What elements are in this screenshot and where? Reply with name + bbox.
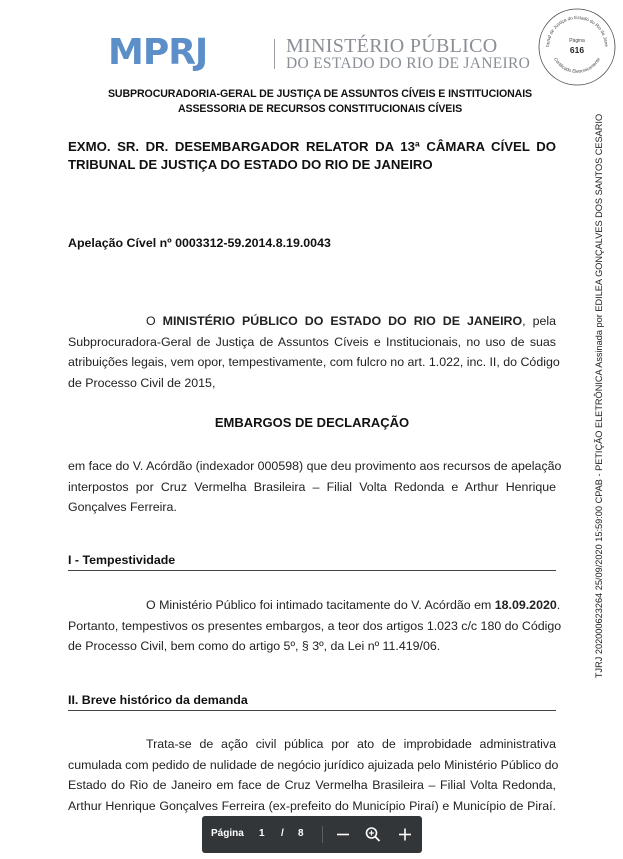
section-1-text: . bbox=[556, 598, 561, 612]
section-1-paragraph bbox=[68, 595, 562, 657]
stamp-arc-bottom: Certificado Eletronicamente bbox=[552, 56, 602, 74]
intro-line-2: Subprocuradora-Geral de Justiça de Assuntos Cíveis e Institucionais, no uso de suas bbox=[68, 334, 556, 349]
logo-divider bbox=[274, 39, 275, 69]
intimation-date: 18.09.2020 bbox=[494, 598, 557, 612]
header-line-2: ASSESSORIA DE RECURSOS CONSTITUCIONAIS CÍVEIS bbox=[177, 103, 463, 115]
embargos-title: EMBARGOS DE DECLARAÇÃO bbox=[214, 415, 410, 430]
intro-line-4: de Processo Civil de 2015, bbox=[68, 375, 216, 390]
logo-subtitle: DO ESTADO DO RIO DE JANEIRO bbox=[286, 55, 531, 72]
section-1-line-3: de Processo Civil, bem como do artigo 5º, § 3º, da Lei nº 11.419/06. bbox=[68, 639, 441, 653]
intro-text: O bbox=[146, 314, 163, 328]
intro-text: , pela bbox=[522, 314, 557, 328]
intro-entity-name: MINISTÉRIO PÚBLICO DO ESTADO DO RIO DE JANEIRO bbox=[162, 314, 523, 328]
total-pages: 8 bbox=[298, 828, 304, 839]
stamp-arc-top: bunal de Justiça do Estado do Rio de Jane bbox=[544, 14, 610, 48]
section-2-line-1: Trata-se de ação civil pública por ato de improbidade administrativa bbox=[146, 737, 556, 751]
pdf-toolbar bbox=[202, 816, 422, 853]
face-line-3: Gonçalves Ferreira. bbox=[68, 500, 177, 514]
zoom-reset-icon bbox=[362, 824, 384, 845]
intro-paragraph bbox=[68, 311, 560, 393]
page-label: Página bbox=[211, 828, 244, 839]
zoom-out-icon bbox=[332, 824, 354, 845]
page-separator: / bbox=[281, 828, 284, 839]
svg-text:Certificado Eletronicamente bbox=[553, 56, 601, 73]
zoom-in-button[interactable] bbox=[394, 824, 416, 845]
addressee-line-1: EXMO. SR. DR. DESEMBARGADOR RELATOR DA 13ª CÂMARA CÍVEL DO bbox=[68, 139, 556, 154]
court-seal-stamp bbox=[536, 6, 618, 88]
face-line-1: em face do V. Acórdão (indexador 000598) que deu provimento aos recursos de apelação bbox=[68, 459, 562, 473]
zoom-in-icon bbox=[394, 824, 416, 845]
section-2-line-4: Arthur Henrique Gonçalves Ferreira (ex-prefeito do Município Piraí) e Município de Piraí. bbox=[68, 798, 556, 813]
stamp-page-number: 616 bbox=[569, 45, 585, 55]
face-line-2: interpostos por Cruz Vermelha Brasileira – Filial Volta Redonda e Arthur Henrique bbox=[68, 479, 556, 494]
side-signature-text: TJRJ 20200062326​4 25/09/2020 15:59:00 CPAB - PETIÇÃO ELETRÔNICA Assinada por EDILEA GONÇALVES DOS SANTOS CESARIO bbox=[594, 113, 604, 679]
face-paragraph bbox=[68, 456, 562, 518]
logo-title: MINISTÉRIO PÚBLICO bbox=[286, 35, 498, 57]
zoom-out-button[interactable] bbox=[332, 824, 354, 845]
header-line-1: SUBPROCURADORIA-GERAL DE JUSTIÇA DE ASSUNTOS CÍVEIS E INSTITUCIONAIS bbox=[107, 88, 533, 100]
case-number: Apelação Cível nº 0003312-59.2014.8.19.0043 bbox=[68, 236, 331, 250]
section-2-heading: II. Breve histórico da demanda bbox=[68, 693, 556, 711]
current-page-input[interactable]: 1 bbox=[259, 828, 265, 839]
logo-mark: MPRJ bbox=[108, 32, 208, 73]
intro-line-3: atribuições legais, vem opor, tempestivamente, com fulcro no art. 1.022, inc. II, do Código bbox=[68, 355, 560, 369]
stamp-page-label: Página bbox=[569, 38, 585, 44]
zoom-reset-button[interactable] bbox=[362, 824, 384, 845]
section-2-paragraph bbox=[68, 734, 559, 816]
section-1-heading: I - Tempestividade bbox=[68, 553, 556, 571]
toolbar-divider bbox=[322, 826, 323, 843]
section-2-line-2: cumulada com pedido de nulidade de negócio jurídico ajuizada pelo Ministério Público do bbox=[68, 757, 559, 772]
section-1-text: O Ministério Público foi intimado tacitamente do V. Acórdão em bbox=[146, 598, 495, 612]
addressee-line-2: TRIBUNAL DE JUSTIÇA DO ESTADO DO RIO DE JANEIRO bbox=[68, 157, 433, 172]
section-1-line-1 bbox=[68, 595, 561, 616]
section-1-line-2: Portanto, tempestivos os presentes embargos, a teor dos artigos 1.023 c/c 180 do Código bbox=[68, 618, 562, 633]
section-2-line-3: Estado do Rio de Janeiro em face de Cruz Vermelha Brasileira – Filial Volta Redonda, bbox=[68, 778, 556, 792]
intro-line-1 bbox=[68, 311, 556, 332]
